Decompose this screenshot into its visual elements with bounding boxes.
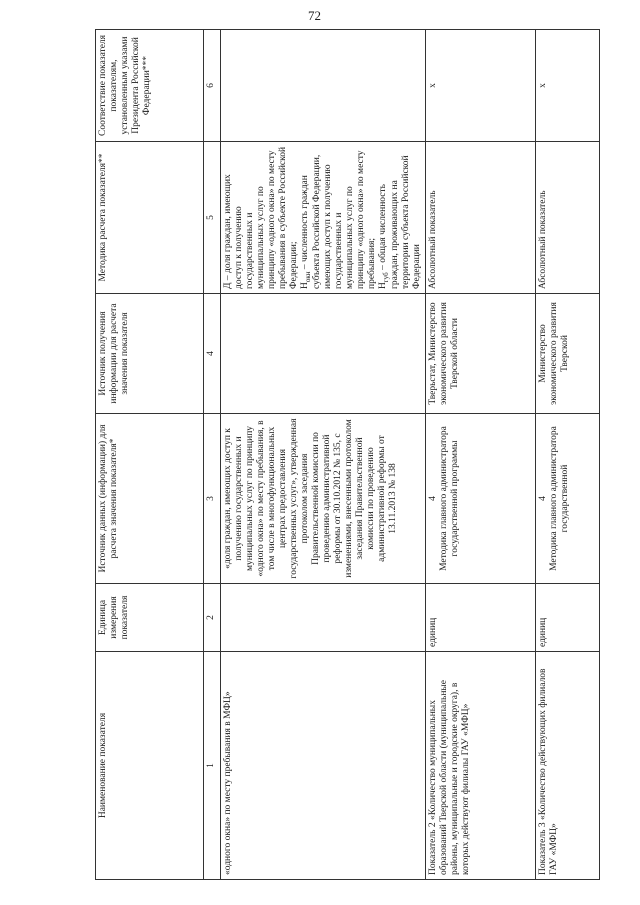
data-source-text: Методика главного администратора государственной программы [439, 426, 461, 571]
data-source-cell [536, 414, 600, 584]
header-method: Методика расчета показателя** [96, 142, 204, 294]
indicator-unit: единиц [536, 584, 600, 652]
info-source [221, 294, 426, 414]
indicator-name: «одного окна» по месту пребывания в МФЦ» [221, 652, 426, 880]
data-source-cell [426, 414, 536, 584]
column-number: 4 [204, 294, 221, 414]
method-text: Абсолютный показатель [536, 142, 600, 294]
table-row [426, 30, 536, 880]
data-source-number: 4 [538, 496, 549, 501]
compliance: x [426, 30, 536, 142]
column-number: 3 [204, 414, 221, 584]
header-unit: Единица измерения показателя [96, 584, 204, 652]
indicator-unit [221, 584, 426, 652]
data-source-text: Методика главного администратора государственной [549, 426, 571, 571]
data-source-text: «доля граждан, имеющих доступ к получению государственных и муниципальных услуг по принципу «одного окна» по месту пребывания, в том числе в многофункциональных центрах предоставления государственных услуг», утвержденная протоколом заседания Правительственной комиссии по проведению административной реформы от 30.10.2012 № 135, с изменениями, внесенными протоколом заседания Правительственной комиссии по проведению административной реформы от 13.11.2013 № 138 [221, 414, 426, 584]
page-number: 72 [308, 8, 321, 23]
column-number: 1 [204, 652, 221, 880]
indicator-unit: единиц [426, 584, 536, 652]
header-indicator-name: Наименование показателя [96, 652, 204, 880]
rotated-page-content [95, 30, 600, 880]
header-info-source: Источник получения информации для расчета значения показателя [96, 294, 204, 414]
indicator-name: Показатель 2 «Количество муниципальных образований Тверской области (муниципальные районы, муниципальные и городские округа), в которых действуют филиалы ГАУ «МФЦ» [426, 652, 536, 880]
method-text: Абсолютный показатель [426, 142, 536, 294]
indicator-name: Показатель 3 «Количество действующих филиалов ГАУ «МФЦ» [536, 652, 600, 880]
compliance [221, 30, 426, 142]
table-row [536, 30, 600, 880]
column-number-row [204, 30, 221, 880]
column-number: 2 [204, 584, 221, 652]
table-header-row [96, 30, 204, 880]
compliance: x [536, 30, 600, 142]
header-compliance: Соответствие показателя показателям, установленным указами Президента Российской Федерации*** [96, 30, 204, 142]
info-source: Тверьстат, Министерство экономического развития Тверской области [426, 294, 536, 414]
info-source: Министерство экономического развития Тверской [536, 294, 600, 414]
column-number: 5 [204, 142, 221, 294]
column-number: 6 [204, 30, 221, 142]
header-data-source: Источник данных (информации) для расчета значения показателя* [96, 414, 204, 584]
method-text: Д – доля граждан, имеющих доступ к получению государственных и муниципальных услуг по принципу «одного окна» по месту пребывания в субъекте Российской Федерации; $Н_{окн}$ – численность граждан субъекта Российской Федерации, имеющих доступ к получению государственных и муниципальных услуг по принципу «одного окна» по месту пребывания; $Н_{губ}$ – общая численность граждан, проживающих на территории субъекта Российской Федерации [221, 142, 426, 294]
data-source-number: 4 [428, 496, 439, 501]
indicators-table [95, 29, 600, 880]
table-row [221, 30, 426, 880]
